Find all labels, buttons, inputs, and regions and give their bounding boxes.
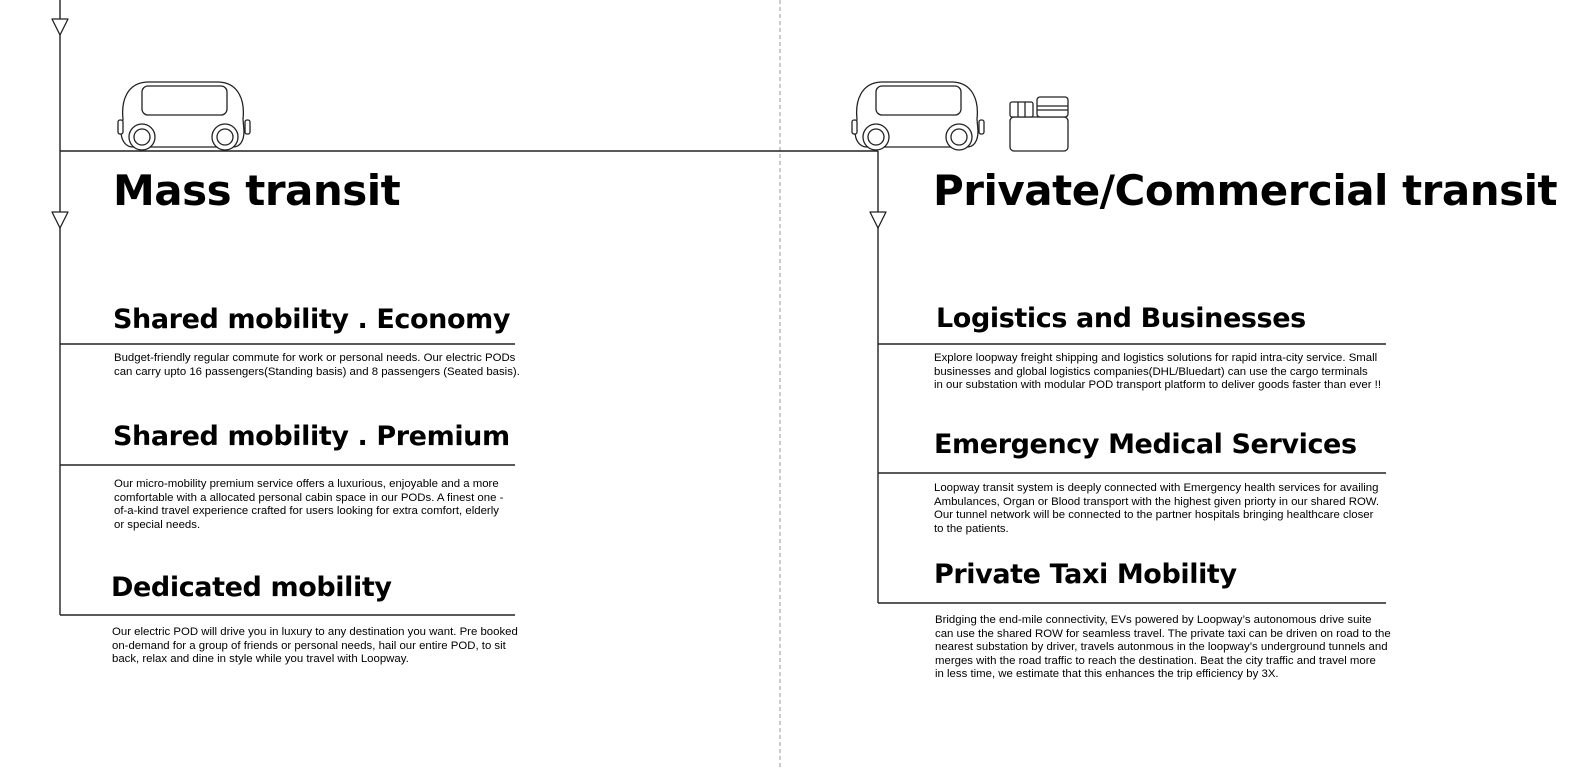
dedicated-description: Our electric POD will drive you in luxury to any destination you want. Pre booked on-demand for a group of friends or personal needs, hail our entire POD, to sit back, relax and dine in style while you travel with Loopway. [112, 626, 518, 665]
emergency-description: Loopway transit system is deeply connected with Emergency health services for availing Ambulances, Organ or Blood transport with the highest given priorty in our shared ROW. Our tunnel network will be connected to the partner hospitals bringing healthcare closer to the patients. [934, 482, 1380, 535]
taxi-description: Bridging the end-mile connectivity, EVs powered by Loopway’s autonomous drive suite can use the shared ROW for seamless travel. The private taxi can be driven on road to the nearest substation by driver, travels autonmous in the loopway’s underground tunnels and merges with the road traffic to reach the destination. Beat the city traffic and travel more in less time, we estimate that this enhances the trip efficiency by 3X. [935, 614, 1391, 680]
dedicated-heading: Dedicated mobility [111, 572, 392, 603]
arrow-down-icon [52, 19, 68, 35]
economy-heading: Shared mobility . Economy [113, 304, 511, 335]
premium-description: Our micro-mobility premium service offers a luxurious, enjoyable and a more comfortable with a allocated personal cabin space in our PODs. A finest one - of-a-kind travel experience crafted for users looking for extra comfort, elderly or special needs. [114, 478, 504, 531]
taxi-heading: Private Taxi Mobility [934, 559, 1237, 590]
private-transit-title: Private/Commercial transit [933, 166, 1558, 215]
cargo-boxes-icon [1010, 97, 1068, 151]
pod-vehicle-icon [852, 82, 984, 150]
premium-heading: Shared mobility . Premium [113, 421, 510, 452]
mass-transit-title: Mass transit [113, 166, 401, 215]
arrow-down-icon [52, 212, 68, 228]
arrow-down-icon [870, 212, 886, 228]
logistics-heading: Logistics and Businesses [936, 303, 1306, 334]
economy-description: Budget-friendly regular commute for work or personal needs. Our electric PODs can carry upto 16 passengers(Standing basis) and 8 passengers (Seated basis). [114, 352, 520, 378]
logistics-description: Explore loopway freight shipping and logistics solutions for rapid intra-city service. Small businesses and global logistics companies(DHL/Bluedart) can use the cargo terminals in our substation with modular POD transport platform to deliver goods faster than ever !! [934, 352, 1381, 391]
pod-vehicle-icon [118, 82, 250, 150]
emergency-heading: Emergency Medical Services [934, 429, 1357, 460]
